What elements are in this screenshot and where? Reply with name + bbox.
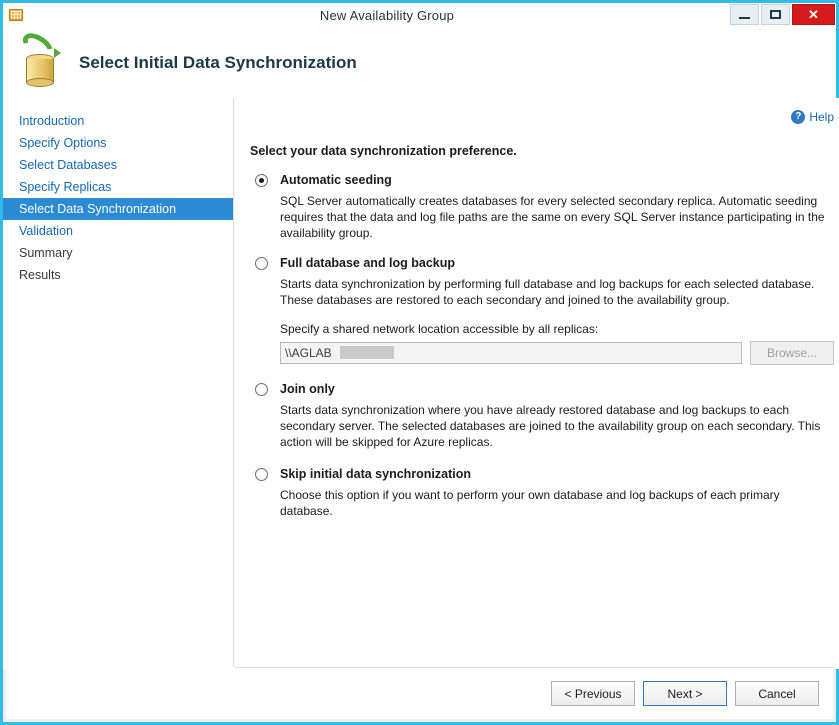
option-title: Full database and log backup bbox=[280, 256, 456, 270]
minimize-button[interactable] bbox=[730, 4, 759, 25]
window-controls bbox=[730, 4, 835, 25]
radio-automatic-seeding[interactable] bbox=[255, 174, 268, 187]
browse-button[interactable]: Browse... bbox=[750, 341, 834, 365]
cancel-button[interactable]: Cancel bbox=[735, 681, 819, 706]
close-button[interactable]: ✕ bbox=[792, 4, 835, 25]
data-sync-icon bbox=[17, 36, 71, 90]
help-label: Help bbox=[809, 110, 834, 124]
radio-full-database-and-log-backup[interactable] bbox=[255, 257, 268, 270]
sidebar-item-introduction[interactable]: Introduction bbox=[19, 114, 85, 128]
content-pane bbox=[234, 98, 839, 669]
wizard-step-list bbox=[3, 98, 234, 669]
minimize-icon bbox=[739, 17, 750, 19]
help-icon: ? bbox=[791, 110, 805, 124]
page-header bbox=[3, 27, 836, 98]
option-automatic-seeding[interactable] bbox=[250, 172, 834, 241]
sidebar-item-specify-replicas[interactable]: Specify Replicas bbox=[19, 180, 112, 194]
radio-skip-initial-data-synchronization[interactable] bbox=[255, 468, 268, 481]
refresh-arrow-icon bbox=[21, 36, 61, 64]
sidebar-item-select-databases[interactable]: Select Databases bbox=[19, 158, 117, 172]
sidebar-footer-filler bbox=[6, 667, 235, 719]
option-title: Join only bbox=[280, 382, 335, 396]
option-skip-initial-data-synchronization[interactable] bbox=[250, 466, 834, 519]
redaction-overlay bbox=[340, 346, 394, 359]
maximize-button[interactable] bbox=[761, 4, 790, 25]
sidebar-item-specify-options[interactable]: Specify Options bbox=[19, 136, 107, 150]
wizard-footer bbox=[235, 667, 833, 719]
option-description: Starts data synchronization where you have already restored database and log backups to each secondary server. The selected databases are joined to the availability group on each secondary. This action will be skipped for Azure replicas. bbox=[280, 403, 821, 449]
shared-location-row bbox=[280, 341, 834, 365]
sidebar-item-select-data-synchronization[interactable]: Select Data Synchronization bbox=[3, 198, 233, 220]
wizard-icon bbox=[8, 7, 24, 23]
shared-location-input-wrap bbox=[280, 342, 742, 364]
body bbox=[3, 98, 836, 669]
window-title: New Availability Group bbox=[319, 7, 455, 23]
option-description: SQL Server automatically creates databases for every selected secondary replica. Automatic seeding requires that the data and log file paths are the same on every SQL Server instance participating in the availability group. bbox=[280, 194, 825, 240]
option-join-only[interactable] bbox=[250, 381, 834, 450]
sidebar-item-summary: Summary bbox=[19, 246, 73, 260]
help-link[interactable] bbox=[791, 110, 834, 124]
radio-join-only[interactable] bbox=[255, 383, 268, 396]
option-title: Skip initial data synchronization bbox=[280, 467, 472, 481]
previous-button[interactable]: < Previous bbox=[551, 681, 635, 706]
option-full-database-and-log-backup[interactable] bbox=[250, 255, 834, 365]
maximize-icon bbox=[770, 10, 781, 19]
sync-options-group bbox=[250, 172, 834, 519]
instruction-text: Select your data synchronization preference. bbox=[250, 144, 517, 158]
help-row bbox=[250, 108, 834, 126]
sidebar-item-results: Results bbox=[19, 268, 61, 282]
next-button[interactable]: Next > bbox=[643, 681, 727, 706]
page-title: Select Initial Data Synchronization bbox=[79, 52, 357, 72]
shared-location-label: Specify a shared network location accessible by all replicas: bbox=[280, 322, 599, 336]
sidebar-item-validation[interactable]: Validation bbox=[19, 224, 73, 238]
option-title: Automatic seeding bbox=[280, 173, 392, 187]
option-description: Starts data synchronization by performing full database and log backups for each selected database. These databases are restored to each secondary and joined to the availability group. bbox=[280, 277, 815, 307]
title-bar bbox=[3, 3, 836, 27]
option-description: Choose this option if you want to perform your own database and log backups of each primary database. bbox=[280, 488, 780, 518]
